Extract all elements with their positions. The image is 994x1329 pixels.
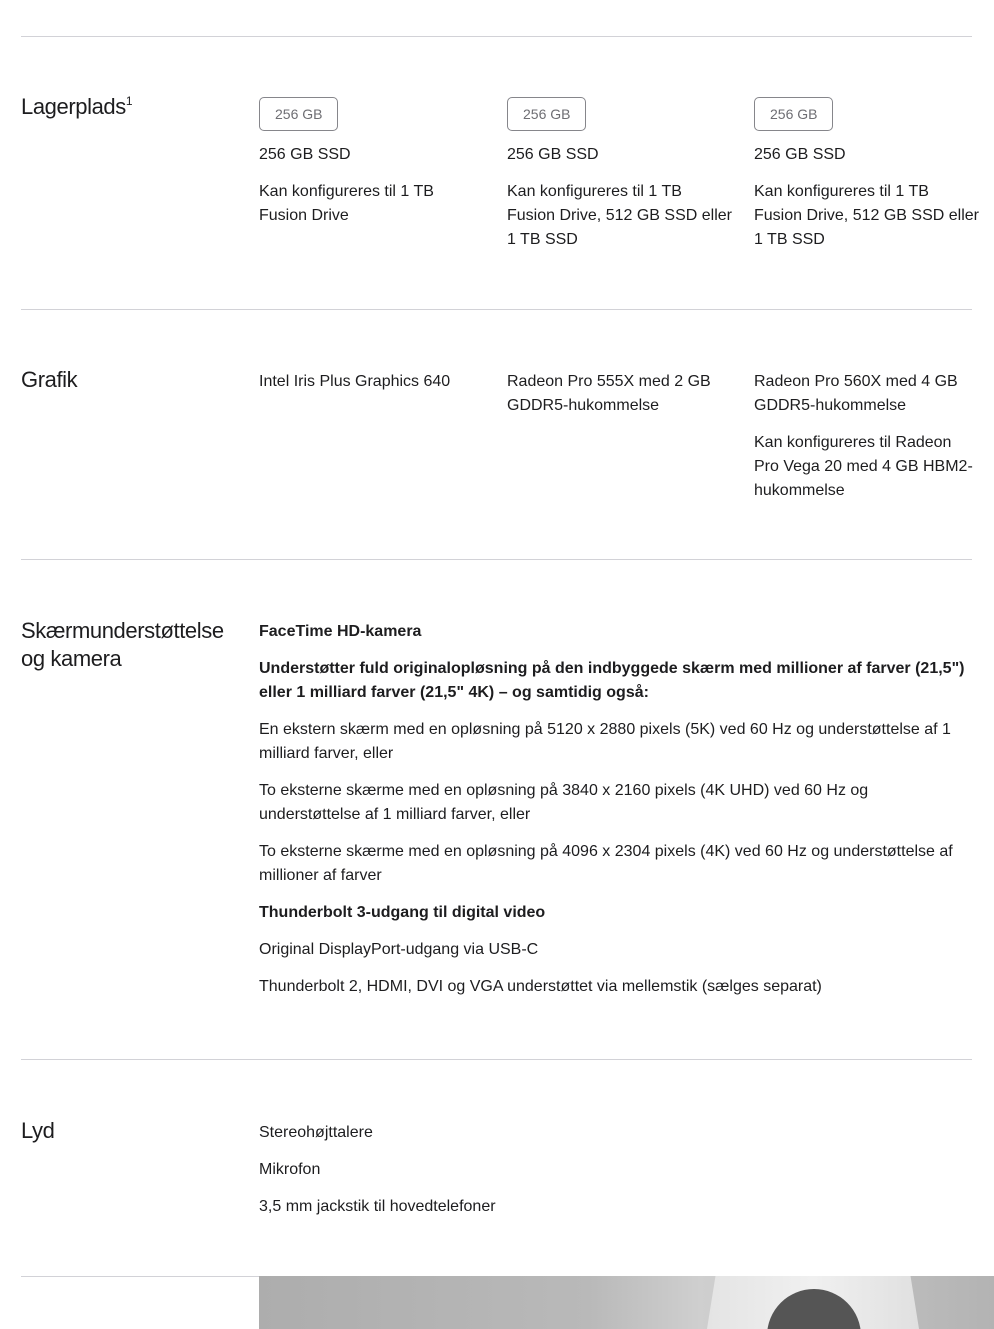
storage-title-text: Lagerplads	[21, 94, 126, 119]
graphics-spec: Intel Iris Plus Graphics 640	[259, 373, 451, 390]
storage-footnote[interactable]: 1	[125, 94, 133, 108]
graphics-spec: Radeon Pro 555X med 2 GB GDDR5-hukommelse	[507, 373, 711, 414]
storage-capacity: 256 GB SSD	[754, 146, 846, 163]
graphics-column-3	[754, 370, 979, 516]
graphics-column-2	[507, 370, 732, 431]
graphics-config-option: Kan konfigureres til Radeon Pro Vega 20 med 4 GB HBM2-hukommelse	[754, 434, 973, 499]
display-support-heading: Understøtter fuld originalopløsning på den indbyggede skærm med millioner af farver (21,5") eller 1 milliard farver (21,5" 4K) – og samtidig også:	[259, 660, 965, 701]
audio-item: Stereohøjttalere	[259, 1124, 373, 1141]
storage-config-option: Kan konfigureres til 1 TB Fusion Drive	[259, 183, 434, 224]
product-rear-image	[259, 1276, 994, 1329]
section-divider	[21, 1059, 972, 1060]
external-display-option: To eksterne skærme med en opløsning på 4096 x 2304 pixels (4K) ved 60 Hz og understøttelse af millioner af farver	[259, 843, 953, 884]
section-divider	[21, 309, 972, 310]
storage-capacity-badge: 256 GB	[507, 97, 586, 131]
storage-config-option: Kan konfigureres til 1 TB Fusion Drive, 512 GB SSD eller 1 TB SSD	[507, 183, 732, 248]
audio-item: Mikrofon	[259, 1161, 321, 1178]
video-output-item: Thunderbolt 2, HDMI, DVI og VGA understøttet via mellemstik (sælges separat)	[259, 978, 822, 995]
external-display-option: To eksterne skærme med en opløsning på 3840 x 2160 pixels (4K UHD) ved 60 Hz og understøttelse af 1 milliard farver, eller	[259, 782, 869, 823]
display-title: Skærmunderstøttelse og kamera	[21, 618, 224, 671]
camera-spec: FaceTime HD-kamera	[259, 623, 422, 640]
storage-column-3	[754, 97, 979, 265]
section-divider	[21, 1276, 259, 1277]
storage-capacity-badge: 256 GB	[754, 97, 833, 131]
audio-item: 3,5 mm jackstik til hovedtelefoner	[259, 1198, 496, 1215]
audio-title: Lyd	[21, 1118, 55, 1143]
graphics-spec: Radeon Pro 560X med 4 GB GDDR5-hukommelse	[754, 373, 958, 414]
section-divider	[21, 36, 972, 37]
video-output-heading: Thunderbolt 3-udgang til digital video	[259, 904, 546, 921]
storage-capacity: 256 GB SSD	[259, 146, 351, 163]
storage-capacity-badge: 256 GB	[259, 97, 338, 131]
storage-capacity: 256 GB SSD	[507, 146, 599, 163]
section-divider	[21, 559, 972, 560]
graphics-title: Grafik	[21, 367, 78, 392]
storage-column-2	[507, 97, 732, 265]
graphics-column-1	[259, 370, 484, 407]
audio-details	[259, 1121, 974, 1232]
external-display-option: En ekstern skærm med en opløsning på 5120 x 2880 pixels (5K) ved 60 Hz og understøttelse af 1 milliard farver, eller	[259, 721, 951, 762]
storage-column-1	[259, 97, 484, 241]
video-output-item: Original DisplayPort-udgang via USB-C	[259, 941, 539, 958]
display-details	[259, 620, 974, 1012]
storage-title	[21, 93, 132, 121]
storage-config-option: Kan konfigureres til 1 TB Fusion Drive, 512 GB SSD eller 1 TB SSD	[754, 183, 979, 248]
